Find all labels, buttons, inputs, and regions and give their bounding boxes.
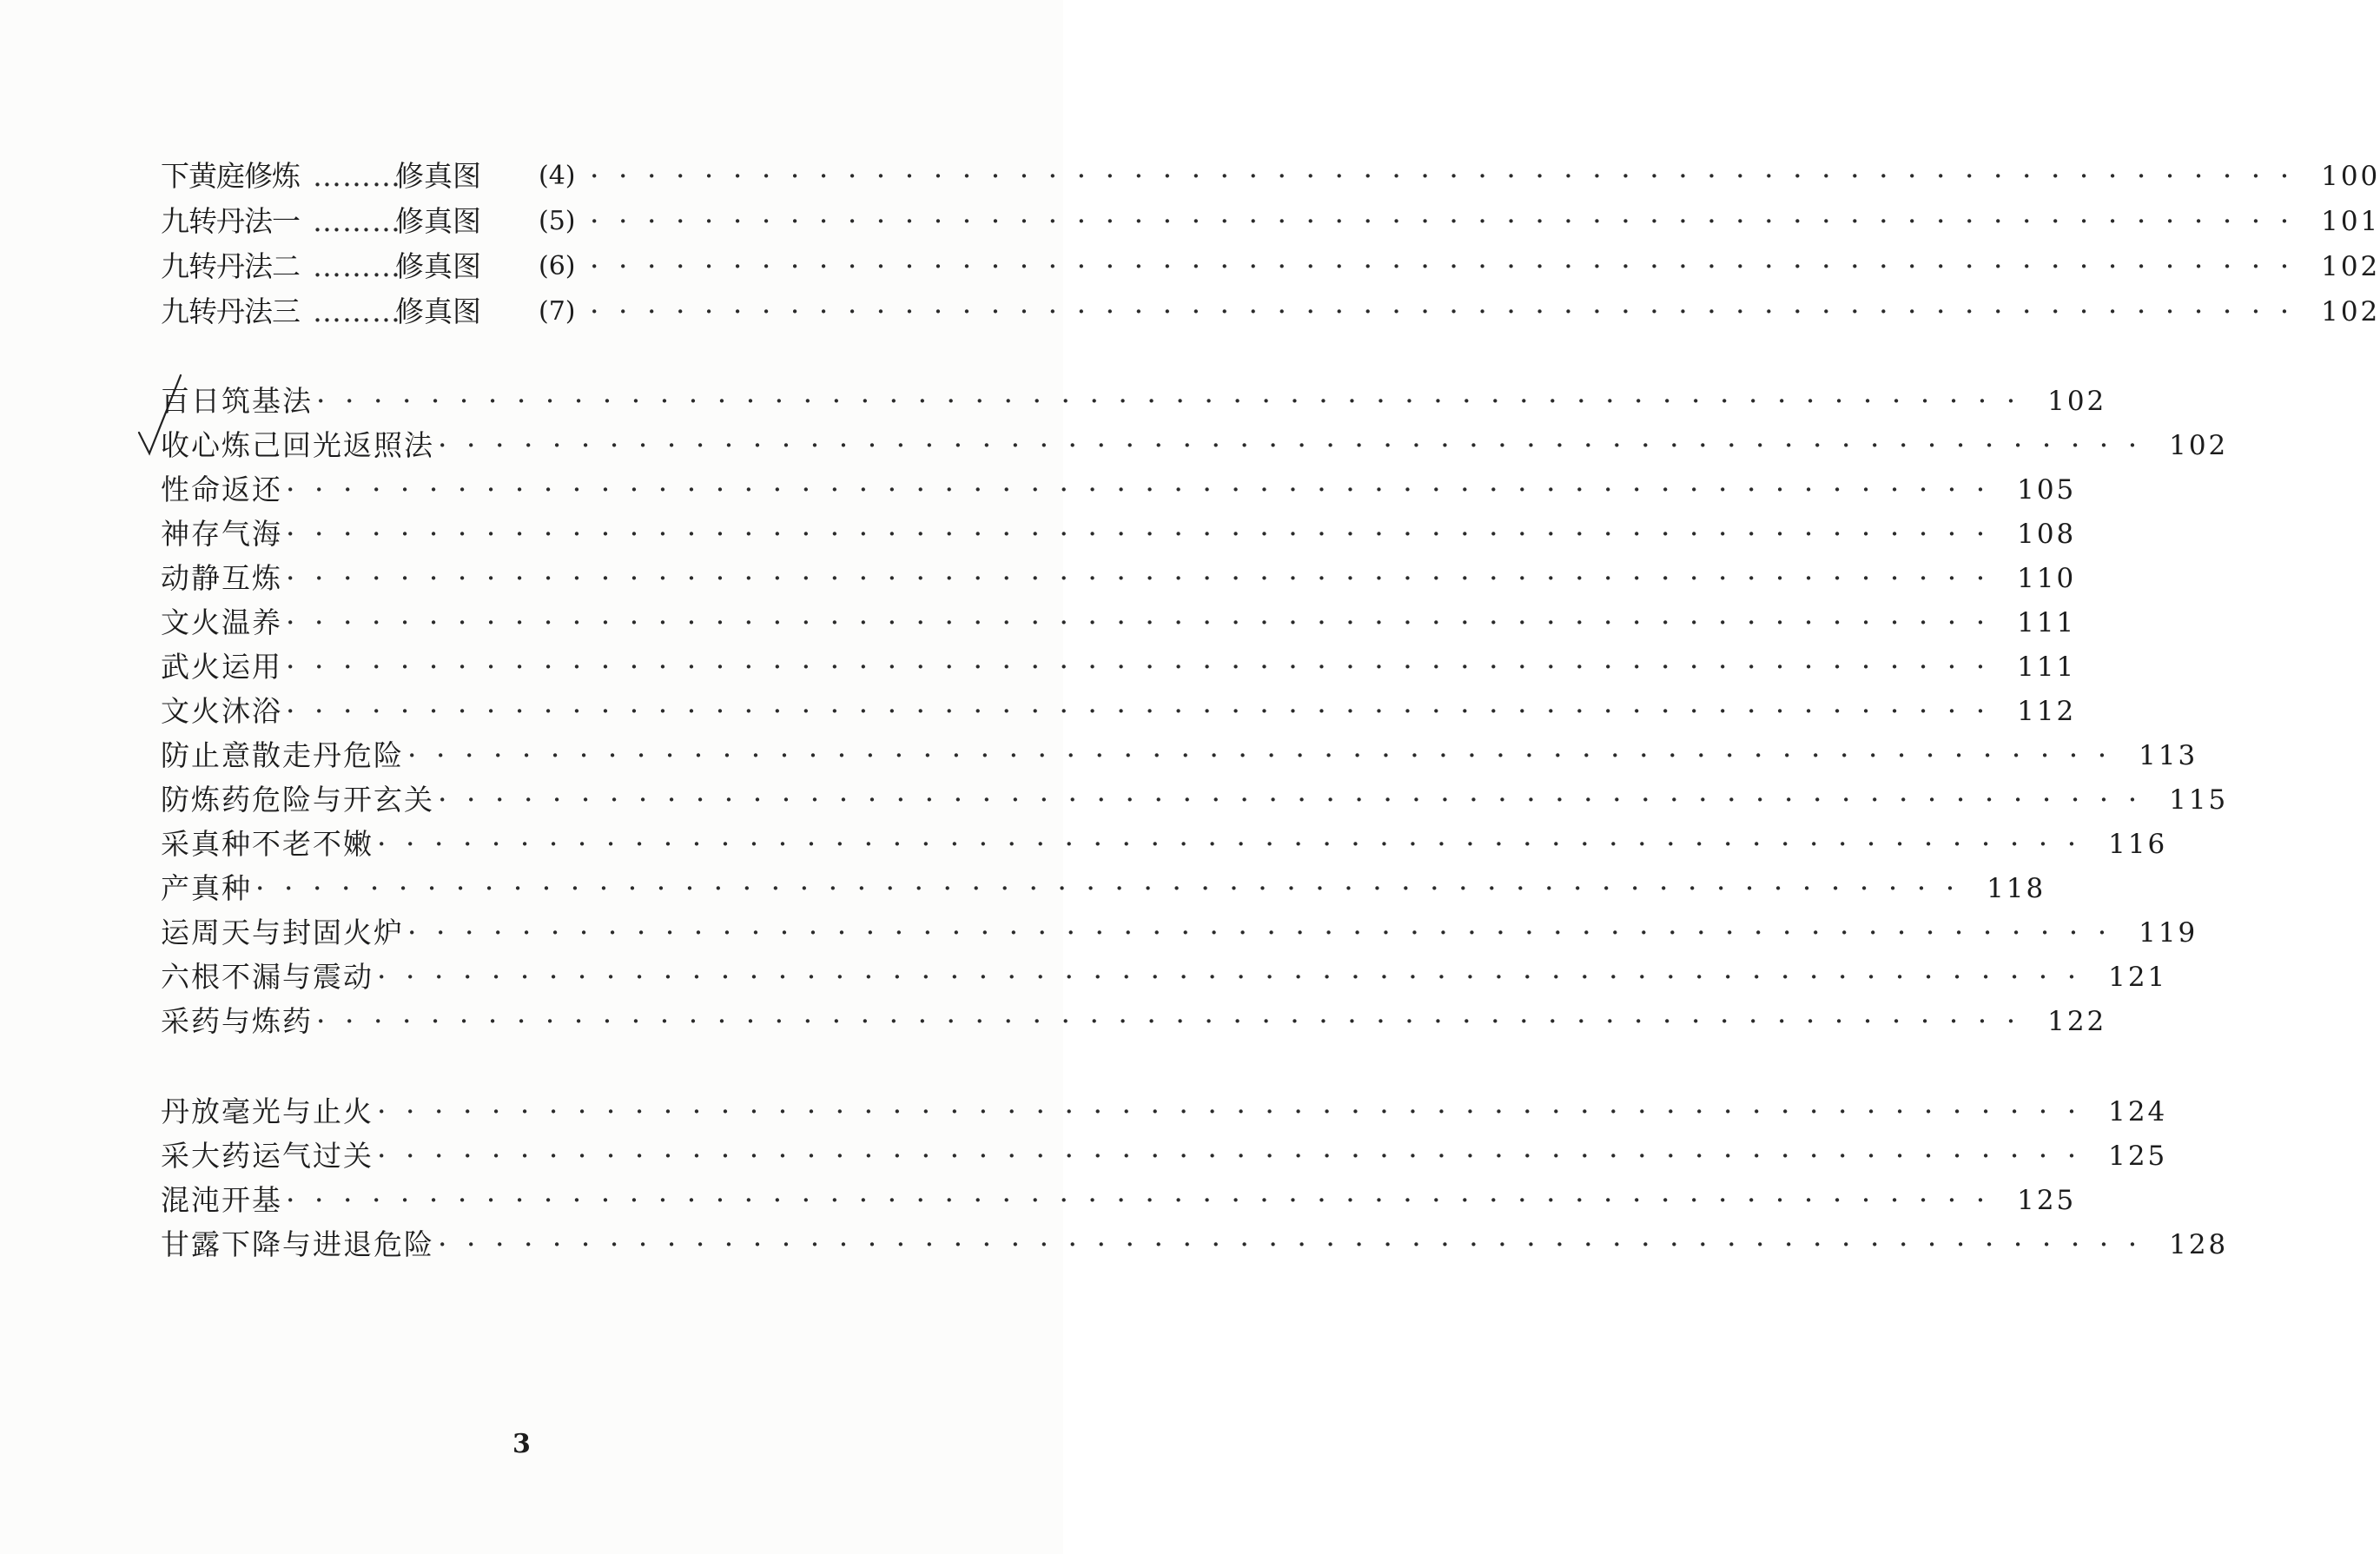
entry-title: 武火运用 <box>161 650 282 684</box>
page-number: 111 <box>2017 607 2077 638</box>
dot-leader: · · · · · · · · · · · · · · · · · · · · · · · · · · · · · · · · · · · · · · · · · · · · · · · · · · · · · · · · · · · · <box>286 561 1991 595</box>
page-number: 105 <box>2017 474 2077 506</box>
dot-leader: · · · · · · · · · · · · · · · · · · · · · · · · · · · · · · · · · · · · · · · · · · · · · · · · · · · · · · · · · · · · <box>438 783 2143 817</box>
figure-label: 修真图 <box>395 294 481 328</box>
toc-figure-entry <box>161 289 2380 334</box>
toc-figure-entry <box>161 154 2380 199</box>
dot-leader: · · · · · · · · · · · · · · · · · · · · · · · · · · · · · · · · · · · · · · · · · · · · · · · · · · · · · · · · · · · · <box>316 384 2021 418</box>
toc-entry <box>161 379 2107 424</box>
page-number: 125 <box>2108 1141 2168 1172</box>
dot-leader: · · · · · · · · · · · · · · · · · · · · · · · · · · · · · · · · · · · · · · · · · · · · · · · · · · · · · · · · · · · · <box>590 204 2295 238</box>
entry-title: 九转丹法一 <box>161 204 300 238</box>
page-number: 124 <box>2108 1096 2168 1127</box>
entry-leader: ……… <box>313 294 401 328</box>
page-number: 118 <box>1987 873 2046 904</box>
entry-title: 文火温养 <box>161 605 282 639</box>
toc-figure-entry <box>161 244 2380 289</box>
figure-label: 修真图 <box>395 159 481 193</box>
page-number: 113 <box>2139 740 2198 771</box>
figure-number: (7) <box>539 296 576 327</box>
figure-number: (6) <box>539 251 576 281</box>
entry-title: 神存气海 <box>161 517 282 551</box>
dot-leader: · · · · · · · · · · · · · · · · · · · · · · · · · · · · · · · · · · · · · · · · · · · · · · · · · · · · · · · · · · · · <box>286 650 1991 684</box>
entry-title: 下黄庭修炼 <box>161 159 300 193</box>
figure-number: (4) <box>539 161 576 191</box>
page-number: 102 <box>2321 296 2380 327</box>
toc-entry <box>161 1178 2077 1223</box>
entry-leader: ……… <box>313 204 401 238</box>
entry-title: 运周天与封固火炉 <box>161 916 404 949</box>
dot-leader: · · · · · · · · · · · · · · · · · · · · · · · · · · · · · · · · · · · · · · · · · · · · · · · · · · · · · · · · · · · · <box>286 1183 1991 1217</box>
entry-title: 防炼药危险与开玄关 <box>161 783 434 817</box>
dot-leader: · · · · · · · · · · · · · · · · · · · · · · · · · · · · · · · · · · · · · · · · · · · · · · · · · · · · · · · · · · · · <box>590 294 2295 328</box>
page-number: 108 <box>2017 519 2077 550</box>
entry-title: 百日筑基法 <box>161 384 313 418</box>
dot-leader: · · · · · · · · · · · · · · · · · · · · · · · · · · · · · · · · · · · · · · · · · · · · · · · · · · · · · · · · · · · · <box>590 159 2295 193</box>
toc-entry <box>161 467 2077 512</box>
dot-leader: · · · · · · · · · · · · · · · · · · · · · · · · · · · · · · · · · · · · · · · · · · · · · · · · · · · · · · · · · · · · <box>438 1227 2143 1261</box>
dot-leader: · · · · · · · · · · · · · · · · · · · · · · · · · · · · · · · · · · · · · · · · · · · · · · · · · · · · · · · · · · · · <box>438 428 2143 462</box>
figure-label: 修真图 <box>395 249 481 283</box>
dot-leader: · · · · · · · · · · · · · · · · · · · · · · · · · · · · · · · · · · · · · · · · · · · · · · · · · · · · · · · · · · · · <box>255 871 1960 905</box>
toc-entry <box>161 1089 2168 1134</box>
page-number: 128 <box>2169 1229 2229 1260</box>
dot-leader: · · · · · · · · · · · · · · · · · · · · · · · · · · · · · · · · · · · · · · · · · · · · · · · · · · · · · · · · · · · · <box>286 605 1991 639</box>
dot-leader: · · · · · · · · · · · · · · · · · · · · · · · · · · · · · · · · · · · · · · · · · · · · · · · · · · · · · · · · · · · · <box>377 827 2082 861</box>
dot-leader: · · · · · · · · · · · · · · · · · · · · · · · · · · · · · · · · · · · · · · · · · · · · · · · · · · · · · · · · · · · · <box>377 960 2082 994</box>
page-number: 115 <box>2169 784 2229 816</box>
dot-leader: · · · · · · · · · · · · · · · · · · · · · · · · · · · · · · · · · · · · · · · · · · · · · · · · · · · · · · · · · · · · <box>377 1094 2082 1128</box>
entry-title: 性命返还 <box>161 473 282 506</box>
entry-leader: ……… <box>313 159 401 193</box>
toc-entry <box>161 866 2046 911</box>
toc-entry <box>161 777 2229 823</box>
entry-title: 动静互炼 <box>161 561 282 595</box>
page-number: 102 <box>2047 386 2107 417</box>
entry-title: 防止意散走丹危险 <box>161 738 404 772</box>
figure-number: (5) <box>539 206 576 236</box>
page-number: 121 <box>2108 962 2168 993</box>
toc-entry <box>161 423 2229 468</box>
toc-entry <box>161 512 2077 557</box>
entry-title: 丹放毫光与止火 <box>161 1094 374 1128</box>
entry-title: 采药与炼药 <box>161 1004 313 1038</box>
dot-leader: · · · · · · · · · · · · · · · · · · · · · · · · · · · · · · · · · · · · · · · · · · · · · · · · · · · · · · · · · · · · <box>316 1004 2021 1038</box>
dot-leader: · · · · · · · · · · · · · · · · · · · · · · · · · · · · · · · · · · · · · · · · · · · · · · · · · · · · · · · · · · · · <box>286 473 1991 506</box>
entry-leader: ……… <box>313 249 401 283</box>
page-number: 125 <box>2017 1185 2077 1216</box>
page-number: 111 <box>2017 651 2077 683</box>
page-number: 102 <box>2169 430 2229 461</box>
figure-label: 修真图 <box>395 204 481 238</box>
toc-entry <box>161 733 2198 778</box>
entry-title: 六根不漏与震动 <box>161 960 374 994</box>
page-number: 116 <box>2108 829 2168 860</box>
dot-leader: · · · · · · · · · · · · · · · · · · · · · · · · · · · · · · · · · · · · · · · · · · · · · · · · · · · · · · · · · · · · <box>590 249 2295 283</box>
page-number: 110 <box>2017 563 2077 594</box>
page-folio: 3 <box>512 1429 531 1459</box>
dot-leader: · · · · · · · · · · · · · · · · · · · · · · · · · · · · · · · · · · · · · · · · · · · · · · · · · · · · · · · · · · · · <box>286 694 1991 728</box>
toc-entry <box>161 645 2077 690</box>
toc-figure-entry <box>161 199 2380 244</box>
dot-leader: · · · · · · · · · · · · · · · · · · · · · · · · · · · · · · · · · · · · · · · · · · · · · · · · · · · · · · · · · · · · <box>286 517 1991 551</box>
entry-title: 文火沐浴 <box>161 694 282 728</box>
toc-entry <box>161 689 2077 734</box>
entry-title: 混沌开基 <box>161 1183 282 1217</box>
toc-entry <box>161 600 2077 645</box>
entry-title: 产真种 <box>161 871 252 905</box>
dot-leader: · · · · · · · · · · · · · · · · · · · · · · · · · · · · · · · · · · · · · · · · · · · · · · · · · · · · · · · · · · · · <box>377 1139 2082 1173</box>
page-number: 122 <box>2047 1006 2107 1037</box>
toc-entry <box>161 1222 2229 1267</box>
entry-title: 采大药运气过关 <box>161 1139 374 1173</box>
entry-title: 甘露下降与进退危险 <box>161 1227 434 1261</box>
dot-leader: · · · · · · · · · · · · · · · · · · · · · · · · · · · · · · · · · · · · · · · · · · · · · · · · · · · · · · · · · · · · <box>407 738 2112 772</box>
toc-entry <box>161 910 2198 956</box>
toc-entry <box>161 999 2107 1044</box>
toc-entry <box>161 822 2168 867</box>
entry-title: 九转丹法二 <box>161 249 300 283</box>
entry-title: 九转丹法三 <box>161 294 300 328</box>
entry-title: 收心炼己回光返照法 <box>161 428 434 462</box>
dot-leader: · · · · · · · · · · · · · · · · · · · · · · · · · · · · · · · · · · · · · · · · · · · · · · · · · · · · · · · · · · · · <box>407 916 2112 949</box>
toc-entry <box>161 1134 2168 1179</box>
entry-title: 采真种不老不嫩 <box>161 827 374 861</box>
page-number: 112 <box>2017 696 2077 727</box>
page-number: 102 <box>2321 251 2380 282</box>
page-number: 101 <box>2321 206 2380 237</box>
toc-entry <box>161 556 2077 601</box>
page-number: 119 <box>2139 917 2198 949</box>
toc-entry <box>161 955 2168 1000</box>
page-number: 100 <box>2321 161 2380 192</box>
